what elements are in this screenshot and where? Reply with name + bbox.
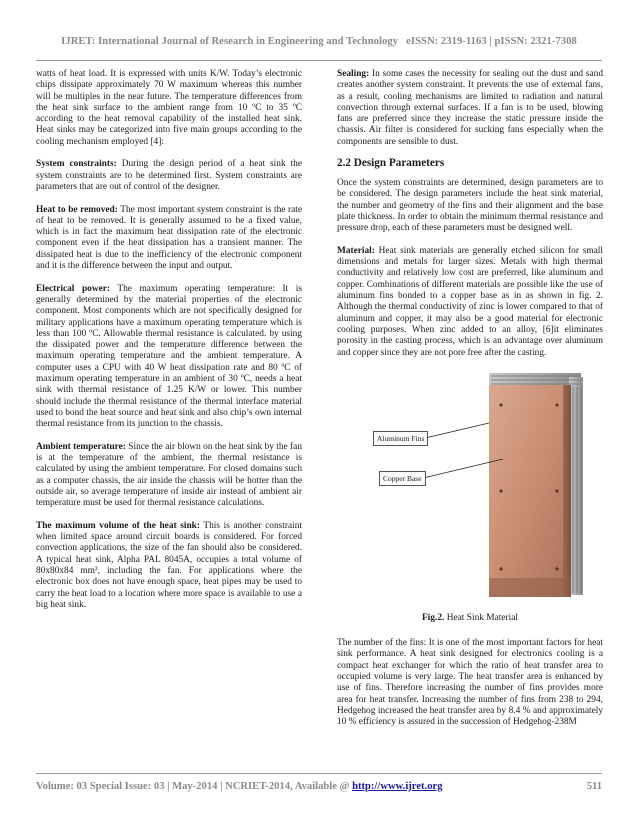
ambient-temperature-title: Ambient temperature:: [36, 441, 126, 452]
section-heading: 2.2 Design Parameters: [337, 157, 445, 170]
electrical-power-title: Electrical power:: [36, 283, 110, 294]
journal-link[interactable]: http://www.ijret.org: [352, 781, 443, 792]
footer-rule: [36, 773, 602, 774]
page-number: 511: [586, 781, 602, 792]
material-title: Material:: [337, 245, 375, 256]
heat-removed-title: Heat to be removed:: [36, 204, 118, 215]
heat-removed-paragraph: [36, 205, 302, 273]
system-constraints-text: During the design period of a heat sink the system constraints are to be determined first. System constraints are parameters that are out of control of the designer.: [36, 159, 302, 192]
sealing-paragraph: [337, 69, 603, 148]
journal-issn: eISSN: 2319-1163 | pISSN: 2321-7308: [406, 36, 577, 47]
number-of-fins-paragraph: The number of the fins: It is one of the most important factors for heat sink performance. A heat sink designed for electronics cooling is a compact heat exchanger for which the ratio of heat transfer area to occupied volume is very large. The heat transfer area is enhanced by use of fins. Therefore increasing the number of fins provides more area for heat transfer. Increasing the number of fins from 238 to 294, Hedgehog increased the heat transfer area by 8.4 % and approximately 10 % efficiency is assured in the succession of Hedgehog-238M: [337, 638, 603, 728]
sealing-text: In some cases the necessity for sealing out the dust and sand creates another system constraint. It prevents the use of external fans, as a result, cooling mechanisms are limited to radiation and natural convection through external surfaces. If a fan is to be used, blowing fans are preferred since they increase the static pressure inside the chassis. Air filter is considered for sucking fans especially when the components are sensible to dust.: [337, 69, 603, 147]
journal-header: [36, 36, 602, 47]
right-column: [337, 69, 603, 740]
heat-sink-photo: [337, 373, 603, 609]
copper-base-shape: [489, 385, 571, 597]
heat-removed-text: The most important system constraint is the rate of heat to be removed. It is generally assumed to be a fixed value, which is in fact the maximum heat dissipation rate of the electronic component even if the heat dissipation has a transient manner. The dissipated heat is due to the inefficiency of the electronic component and it is the difference between the input and output.: [36, 204, 303, 272]
figure-caption-number: Fig.2.: [421, 612, 445, 623]
figure-caption: [337, 613, 603, 624]
material-paragraph: [337, 246, 603, 359]
left-column: [36, 69, 302, 623]
figure-caption-text: Heat Sink Material: [444, 612, 519, 623]
system-constraints-paragraph: [36, 159, 302, 193]
journal-title: IJRET: International Journal of Research in Engineering and Technology: [61, 36, 399, 47]
max-volume-text: This is another constraint when limited space around circuit boards is considered. For forced convection applications, the size of the fan should also be considered. A typical heat sink, Alpha PAL 8045A, occupies a total volume of 80x80x84 mm³, including the fan. For applications where the electronic box does not have enough space, heat pipes may be used to carry the heat load to a location where more space is available to use a big heat sink.: [36, 520, 302, 610]
design-parameters-paragraph: Once the system constraints are determined, design parameters are to be considered. The design parameters include the heat sink material, the number and geometry of the fins and their alignment and the base plate thickness. In order to obtain the minimum thermal resistance and pressure drop, each of these parameters must be designed well.: [337, 178, 603, 234]
material-text: Heat sink materials are generally etched silicon for small dimensions and metals for larger sizes. Metals with high thermal conductivity and relatively low cost are preferred, like aluminum and copper. Combinations of different materials are possible like the use of aluminum fins bonded to a copper base as in as shown in fig. 2. Although the thermal conductivity of zinc is lower compared to that of aluminum and copper, it may also be a good material for electronic cooling purposes. When zinc added to an alloy, [6]it eliminates porosity in the casting process, which is an advantage over aluminum and copper since they are not pore free after the casting.: [337, 245, 603, 358]
copper-base-label: Copper Base: [379, 471, 426, 486]
page-footer: [36, 781, 602, 792]
aluminum-fins-label: Aluminum Fins: [373, 431, 428, 446]
electrical-power-text: The maximum operating temperature: It is generally determined by the material properties of the electronic component. Most components which are not specifically designed for military applications have a maximum operating temperature which is less than 100 ºC. Allowable thermal resistance is calculated. by using the dissipated power and the temperature difference between the maximum operating temperature and the ambient temperature. A computer uses a CPU with 40 W heat dissipation rate and 80 ºC of maximum operating temperature in an ambient of 30 ºC, needs a heat sink with thermal resistance of 1.25 K/W or lower. This number should include the thermal resistance of the thermal interface material used to bond the heat source and heat sink and also chip’s own internal thermal resistance from its junction to the chassis.: [36, 283, 302, 430]
footer-text: Volume: 03 Special Issue: 03 | May-2014 | NCRIET-2014, Available @: [36, 781, 353, 792]
max-volume-title: The maximum volume of the heat sink:: [36, 520, 200, 531]
header-rule: [36, 60, 602, 61]
ambient-temperature-text: Since the air blown on the heat sink by the fan is at the temperature of the ambient, the thermal resistance is calculated by using the ambient temperature. For closed domains such as a computer chassis, the air inside the chassis will be hotter than the outside air, so average temperature of inside air instead of ambient air temperature must be used for thermal resistance calculations.: [36, 441, 302, 509]
max-volume-paragraph: [36, 521, 302, 611]
heat-sink-figure: [337, 373, 603, 609]
electrical-power-paragraph: [36, 284, 302, 431]
intro-paragraph: watts of heat load. It is expressed with units K/W. Today’s electronic chips dissipate approximately 70 W maximum whereas this number will be multiples in the near future. The temperature differences from the heat sink surface to the ambient range from 10 ºC to 35 ºC according to the heat removal capability of the installed heat sink. Heat sinks may be categorized into five main groups according to the cooling mechanism employed [4]:: [36, 69, 302, 147]
system-constraints-title: System constraints:: [36, 159, 117, 170]
sealing-title: Sealing:: [337, 69, 370, 79]
ambient-temperature-paragraph: [36, 442, 302, 510]
